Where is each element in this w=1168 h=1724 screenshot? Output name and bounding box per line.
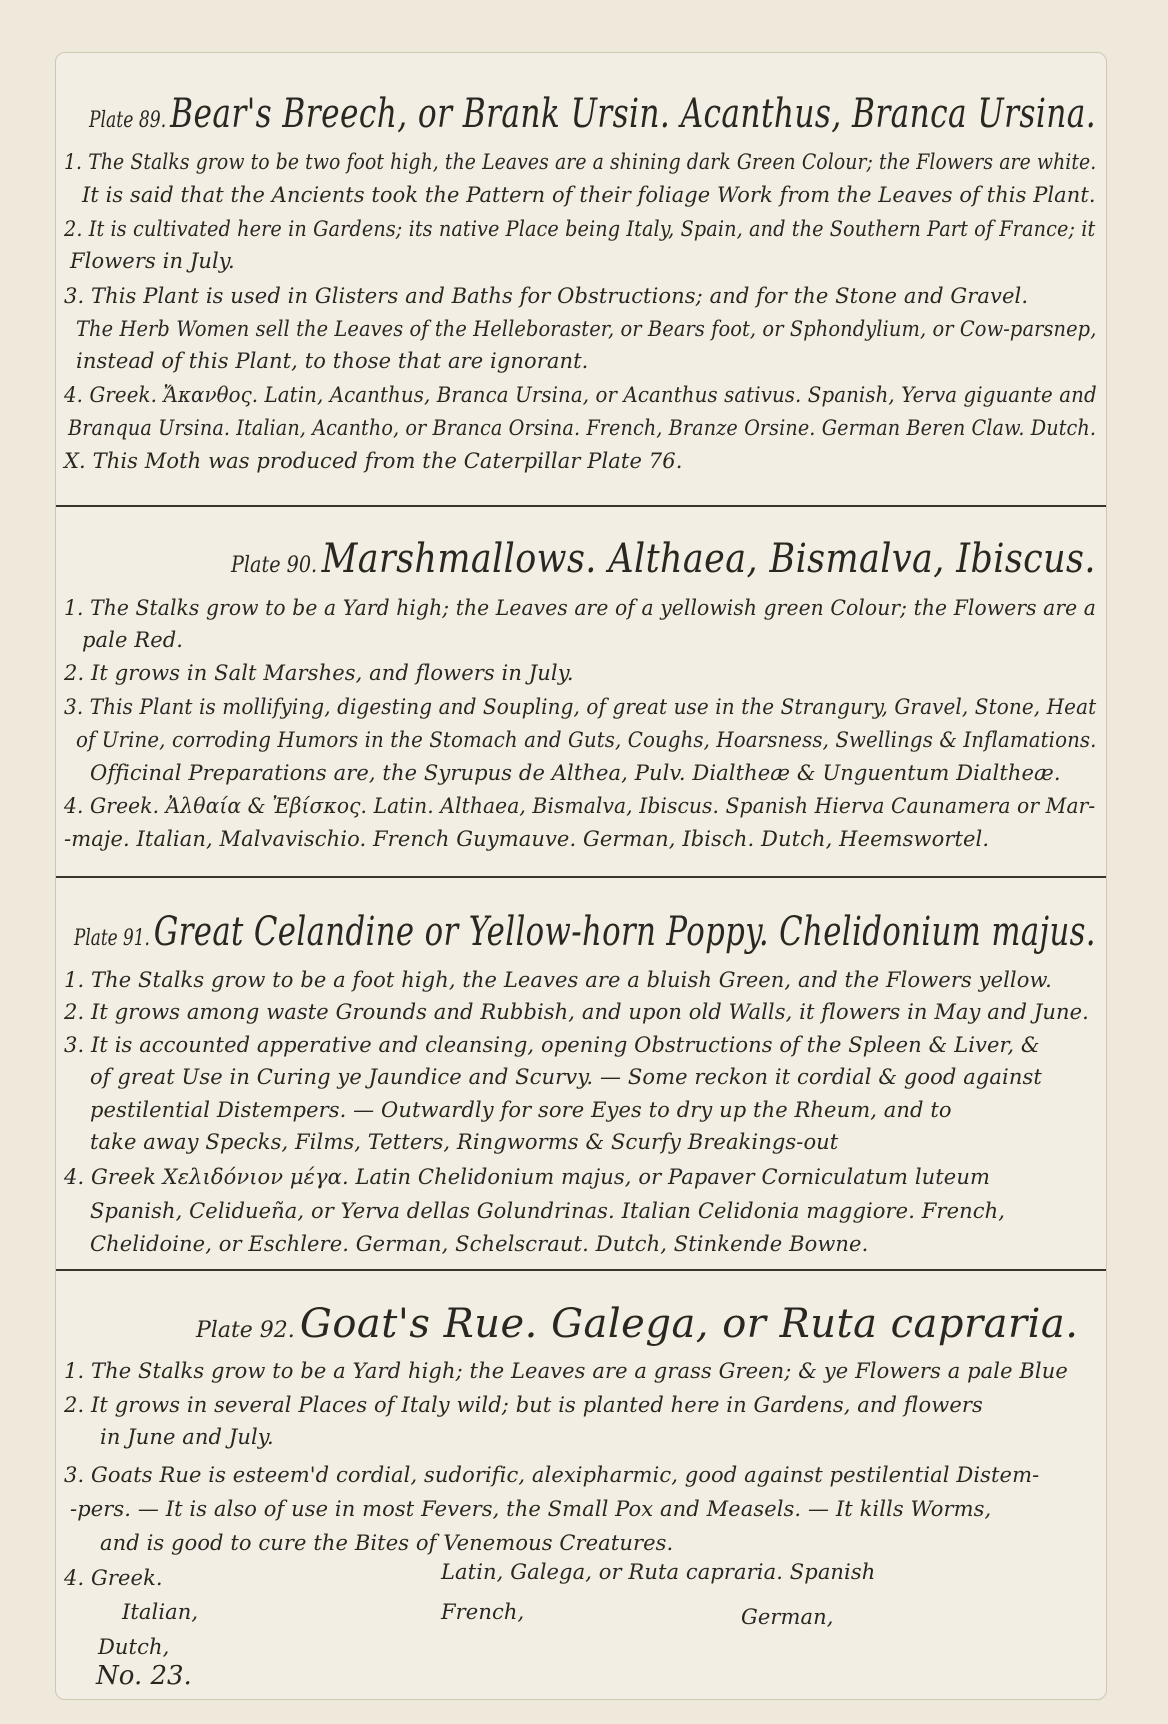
plate-92-latin-name: Latin, Galega, or Ruta capraria. Spanish [441, 1560, 876, 1584]
plate-90-line-7: 4. Greek. Ἀλθαία & Ἐβίσκος. Latin. Althaea, Bismalva, Ibiscus. Spanish Hierva Caunamera or Mar- [64, 794, 1096, 818]
plate-89-line-1: 1. The Stalks grow to be two foot high, the Leaves are a shining dark Green Colour; the Flowers are white. [64, 150, 1097, 174]
plate-90-heading [231, 536, 1096, 582]
plate-89-line-10: X. This Moth was produced from the Caterpillar Plate 76. [64, 449, 683, 473]
plate-91-heading [74, 909, 1096, 955]
plate-90-line-5: of Urine, corroding Humors in the Stomach and Guts, Coughs, Hoarsness, Swellings & Inflamations. [76, 728, 1097, 752]
plate-91-label: Plate 91. [74, 926, 150, 951]
plate-90-line-8: -maje. Italian, Malvavischio. French Guymauve. German, Ibisch. Dutch, Heemswortel. [64, 827, 990, 851]
plate-90-title: Marshmallows. Althaea, Bismalva, Ibiscus. [321, 536, 1096, 582]
plate-90-line-6: Officinal Preparations are, the Syrupus de Althea, Pulv. Dialtheæ & Unguentum Dialtheæ. [90, 761, 1061, 785]
plate-90-line-4: 3. This Plant is mollifying, digesting and Soupling, of great use in the Strangury, Gravel, Stone, Heat [64, 695, 1097, 719]
plate-92-label: Plate 92. [196, 1318, 295, 1343]
plate-92-line-5: -pers. — It is also of use in most Fevers, the Small Pox and Measels. — It kills Worms, [70, 1497, 992, 1521]
plate-89-line-4: Flowers in July. [70, 249, 235, 273]
plate-89-heading [89, 91, 1096, 137]
plate-92-line-2: 2. It grows in several Places of Italy wild; but is planted here in Gardens, and flowers [64, 1393, 983, 1417]
plate-92-line-3: in June and July. [100, 1425, 274, 1449]
plate-89-line-2: It is said that the Ancients took the Pattern of their foliage Work from the Leaves of this Plant. [82, 183, 1096, 207]
plate-90-line-1: 1. The Stalks grow to be a Yard high; the Leaves are of a yellowish green Colour; the Flowers are a [64, 596, 1096, 620]
plate-89-line-7: instead of this Plant, to those that are ignorant. [76, 349, 589, 373]
plate-92-german-name: German, [741, 1605, 834, 1629]
plate-90-line-3: 2. It grows in Salt Marshes, and flowers in July. [64, 661, 574, 685]
plate-92-dutch-name: Dutch, [98, 1635, 170, 1659]
plate-91-line-7: 4. Greek Χελιδόνιον μέγα. Latin Chelidonium majus, or Papaver Corniculatum luteum [64, 1165, 990, 1189]
plate-92-line-4: 3. Goats Rue is esteem'd cordial, sudorific, alexipharmic, good against pestilential Distem- [64, 1463, 1040, 1487]
plate-91-line-4: of great Use in Curing ye Jaundice and Scurvy. — Some reckon it cordial & good against [90, 1065, 1042, 1089]
plate-92-heading [196, 1301, 1078, 1347]
plate-89-line-8: 4. Greek. Ἄκανθος. Latin, Acanthus, Branca Ursina, or Acanthus sativus. Spanish, Yerva giguante and [64, 383, 1097, 407]
plate-90-line-2: pale Red. [82, 628, 184, 652]
plate-89-title: Bear's Breech, or Brank Ursin. Acanthus, Branca Ursina. [170, 91, 1097, 137]
divider-rule-3 [56, 1269, 1106, 1271]
plate-91-line-9: Chelidoine, or Eschlere. German, Schelscraut. Dutch, Stinkende Bowne. [90, 1232, 869, 1256]
divider-rule-1 [56, 505, 1106, 507]
plate-89-line-6: The Herb Women sell the Leaves of the Helleboraster, or Bears foot, or Sphondylium, or Cow-parsnep, [76, 317, 1097, 341]
plate-91-line-1: 1. The Stalks grow to be a foot high, the Leaves are a bluish Green, and the Flowers yellow. [64, 968, 1052, 992]
plate-89-line-5: 3. This Plant is used in Glisters and Baths for Obstructions; and for the Stone and Gravel. [64, 284, 1029, 308]
plate-number-signature: No. 23. [96, 1661, 192, 1691]
engraved-plate [55, 52, 1107, 1700]
plate-92-line-6: and is good to cure the Bites of Venemous Creatures. [100, 1531, 674, 1555]
plate-91-line-3: 3. It is accounted apperative and cleansing, opening Obstructions of the Spleen & Liver, & [64, 1033, 1040, 1057]
plate-92-french-name: French, [441, 1600, 525, 1624]
plate-90-label: Plate 90. [231, 553, 318, 578]
plate-91-line-2: 2. It grows among waste Grounds and Rubbish, and upon old Walls, it flowers in May and June. [64, 1000, 1089, 1024]
plate-91-line-6: take away Specks, Films, Tetters, Ringworms & Scurfy Breakings-out [90, 1130, 839, 1154]
plate-89-label: Plate 89. [89, 108, 167, 133]
plate-92-title: Goat's Rue. Galega, or Ruta capraria. [299, 1301, 1079, 1347]
plate-92-greek-name: 4. Greek. [64, 1566, 163, 1590]
plate-92-italian-name: Italian, [122, 1600, 199, 1624]
divider-rule-2 [56, 876, 1106, 878]
plate-91-title: Great Celandine or Yellow-horn Poppy. Chelidonium majus. [153, 909, 1096, 955]
plate-89-line-3: 2. It is cultivated here in Gardens; its native Place being Italy, Spain, and the Southern Part of France; it [64, 217, 1096, 241]
plate-89-line-9: Branqua Ursina. Italian, Acantho, or Branca Orsina. French, Branze Orsine. German Beren Claw. Dutch. [68, 416, 1097, 440]
plate-91-line-5: pestilential Distempers. — Outwardly for sore Eyes to dry up the Rheum, and to [90, 1098, 952, 1122]
plate-91-line-8: Spanish, Celidueña, or Yerva dellas Golundrinas. Italian Celidonia maggiore. French, [90, 1199, 1005, 1223]
plate-92-line-1: 1. The Stalks grow to be a Yard high; the Leaves are a grass Green; & ye Flowers a pale Blue [64, 1359, 1068, 1383]
